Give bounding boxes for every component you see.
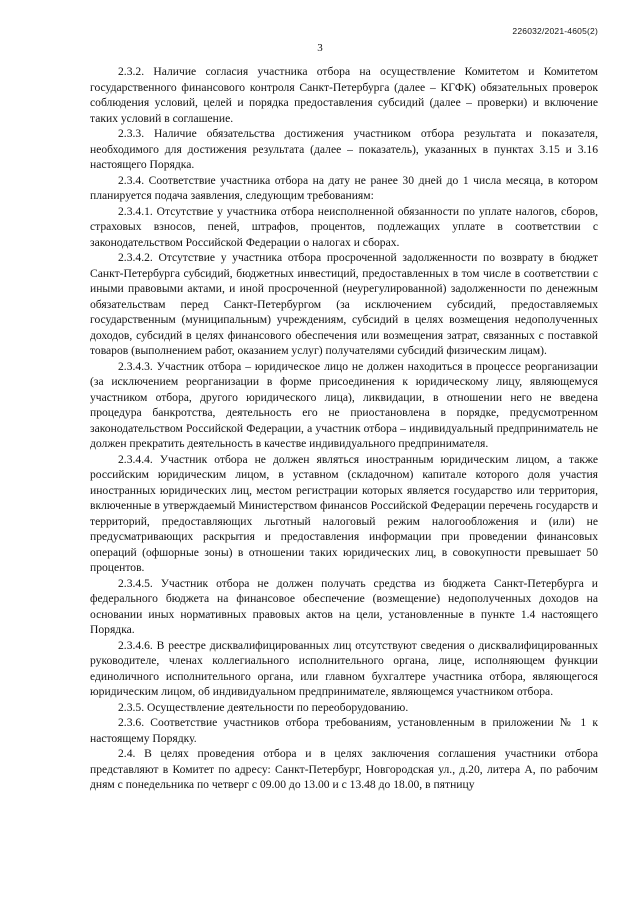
- paragraph-2-3-4-2: 2.3.4.2. Отсутствие у участника отбора просроченной задолженности по возврату в бюджет Санкт-Петербурга субсидий, бюджетных инвестиций, предоставленных в том числе в соответствии с иными правовыми актами, и иной просроченной (неурегулированной) задолженности по денежным обязательствам перед Санкт-Петербургом (за исключением субсидий, предоставляемых государственным (муниципальным) учреждениям, субсидий в целях возмещения недополученных доходов, субсидий в целях финансового обеспечения или возмещения затрат, связанных с поставкой товаров (выполнением работ, оказанием услуг) получателями субсидий физическим лицам).: [90, 251, 598, 357]
- paragraph-2-3-4-3: 2.3.4.3. Участник отбора – юридическое лицо не должен находиться в процессе реорганизации (за исключением реорганизации в форме присоединения к юридическому лицу, являющемуся участником отбора, другого юридического лица), ликвидации, в отношении него не введена процедура банкротства, деятельность его не приостановлена в порядке, предусмотренном законодательством Российской Федерации, а участник отбора – индивидуальный предприниматель не должен прекратить деятельность в качестве индивидуального предпринимателя.: [90, 359, 598, 450]
- paragraph-2-4: 2.4. В целях проведения отбора и в целях заключения соглашения участники отбора представляют в Комитет по адресу: Санкт-Петербург, Новгородская ул., д.20, литера А, по рабочим дням с понедельника по четверг с 09.00 до 13.00 и с 13.48 до 18.00, в пятницу: [90, 747, 598, 791]
- paragraph-2-3-4-5: 2.3.4.5. Участник отбора не должен получать средства из бюджета Санкт-Петербурга и федерального бюджета на финансовое обеспечение (возмещение) недополученных доходов на основании иных нормативных правовых актов на цели, установленные в пункте 1.4 настоящего Порядка.: [90, 576, 598, 636]
- paragraph-2-3-4-4: 2.3.4.4. Участник отбора не должен являться иностранным юридическим лицом, а также российским юридическим лицом, в уставном (складочном) капитале которого доля участия иностранных юридических лиц, местом регистрации которых является государство или территория, включенные в утверждаемый Министерством финансов Российской Федерации перечень государств и территорий, предоставляющих льготный налоговый режим налогообложения и (или) не предусматривающих раскрытия и предоставления информации при проведении финансовых операций (офшорные зоны) в отношении таких юридических лиц, в совокупности превышает 50 процентов.: [90, 452, 598, 574]
- paragraph-2-3-3: 2.3.3. Наличие обязательства достижения участником отбора результата и показателя, необходимого для достижения результата (далее – показатель), указанных в пунктах 3.15 и 3.16 настоящего Порядка.: [90, 127, 598, 171]
- page-number: 3: [317, 42, 323, 54]
- document-number: 226032/2021-4605(2): [512, 26, 598, 36]
- paragraph-2-3-4-6: 2.3.4.6. В реестре дисквалифицированных лиц отсутствуют сведения о дисквалифицированных руководителе, членах коллегиального исполнительного органа, лице, исполняющем функции единоличного исполнительного органа, или главном бухгалтере участника отбора, являющегося юридическим лицом, об индивидуальном предпринимателе, являющемся участником отбора.: [90, 638, 598, 698]
- paragraph-2-3-5: 2.3.5. Осуществление деятельности по переоборудованию.: [118, 700, 409, 714]
- paragraph-2-3-6: 2.3.6. Соответствие участников отбора требованиям, установленным в приложении № 1 к настоящему Порядку.: [90, 716, 598, 745]
- document-body: [90, 64, 598, 793]
- paragraph-2-3-2: 2.3.2. Наличие согласия участника отбора на осуществление Комитетом и Комитетом государственного финансового контроля Санкт-Петербурга (далее – КГФК) обязательных проверок соблюдения условий, целей и порядка предоставления субсидий (далее – проверки) и включение таких условий в соглашение.: [90, 65, 598, 125]
- paragraph-2-3-4: 2.3.4. Соответствие участника отбора на дату не ранее 30 дней до 1 числа месяца, в котором планируется подача заявления, следующим требованиям:: [90, 173, 598, 202]
- paragraph-2-3-4-1: 2.3.4.1. Отсутствие у участника отбора неисполненной обязанности по уплате налогов, сборов, страховых взносов, пеней, штрафов, процентов, подлежащих уплате в соответствии с законодательством Российской Федерации о налогах и сборах.: [90, 204, 598, 249]
